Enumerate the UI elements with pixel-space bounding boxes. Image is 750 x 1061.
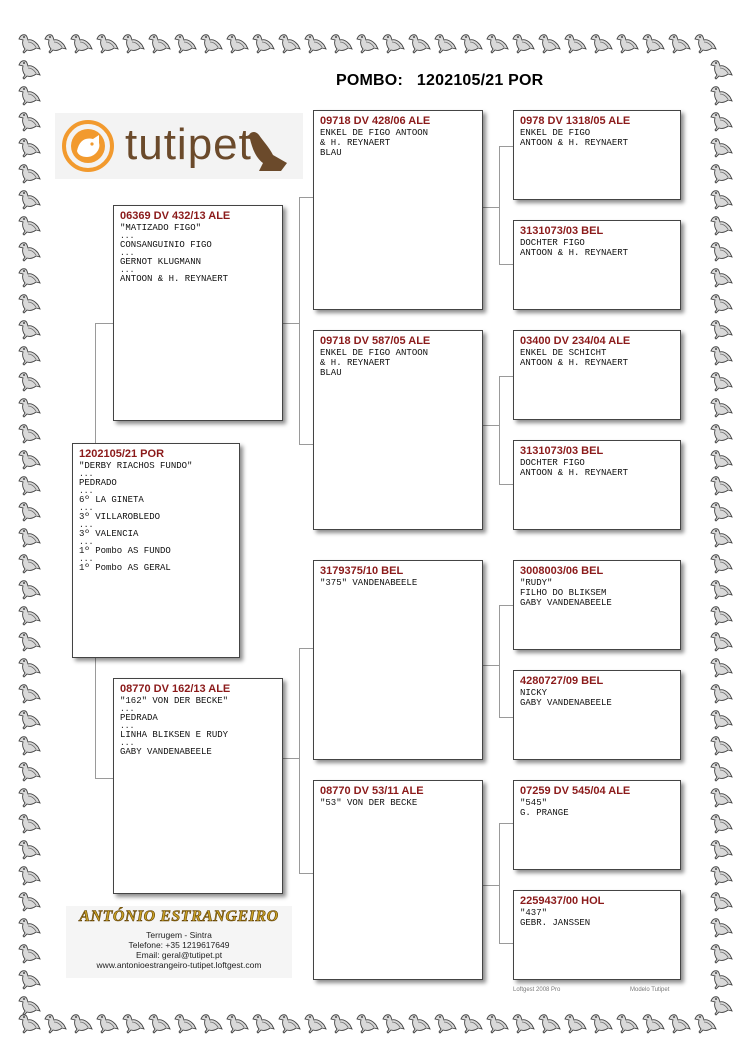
separator-dots: ...: [79, 521, 94, 530]
ring-number: 3008003/06 BEL: [520, 565, 604, 577]
pigeon-icon: [16, 446, 42, 472]
separator-dots: ...: [79, 487, 94, 496]
card-line: 3º VALENCIA: [79, 529, 139, 539]
pigeon-icon: [432, 1010, 458, 1036]
pigeon-icon: [536, 30, 562, 56]
pigeon-icon: [708, 680, 734, 706]
breeder-website[interactable]: www.antonioestrangeiro-tutipet.loftgest.com: [96, 960, 262, 970]
pigeon-icon: [708, 758, 734, 784]
pigeon-icon: [16, 992, 42, 1018]
pigeon-icon: [406, 1010, 432, 1036]
pigeon-icon: [16, 914, 42, 940]
great-grandparent-card[interactable]: [513, 890, 681, 980]
pigeon-icon: [16, 576, 42, 602]
page-title-label: POMBO:: [336, 72, 403, 89]
ring-number: 07259 DV 545/04 ALE: [520, 785, 631, 797]
card-line: BLAU: [320, 148, 342, 158]
pigeon-border-top: [16, 30, 718, 56]
pigeon-icon: [328, 1010, 354, 1036]
pigeon-icon: [328, 30, 354, 56]
pigeon-icon: [708, 654, 734, 680]
pigeon-icon: [640, 1010, 666, 1036]
breeder-phone: Telefone: +35 1219617649: [128, 940, 230, 950]
pigeon-icon: [16, 732, 42, 758]
pigeon-icon: [16, 862, 42, 888]
card-line: ANTOON & H. REYNAERT: [520, 248, 629, 258]
card-line: GABY VANDENABEELE: [520, 598, 612, 608]
pigeon-icon: [42, 30, 68, 56]
card-line: LINHA BLIKSEN E RUDY: [120, 730, 229, 740]
ring-number: 09718 DV 587/05 ALE: [320, 335, 431, 347]
pigeon-icon: [614, 1010, 640, 1036]
breeder-contact: [66, 906, 292, 978]
card-line: FILHO DO BLIKSEM: [520, 588, 607, 598]
card-line: DOCHTER FIGO: [520, 238, 585, 248]
ring-number: 03400 DV 234/04 ALE: [520, 335, 631, 347]
separator-dots: ...: [120, 739, 135, 748]
ring-number: 08770 DV 53/11 ALE: [320, 785, 424, 797]
pigeon-icon: [614, 30, 640, 56]
pigeon-icon: [16, 966, 42, 992]
card-line: "DERBY RIACHOS FUNDO": [79, 461, 193, 471]
ring-number: 3131073/03 BEL: [520, 445, 604, 457]
pigeon-icon: [16, 550, 42, 576]
separator-dots: ...: [120, 232, 135, 241]
pigeon-icon: [708, 992, 734, 1018]
separator-dots: ...: [79, 538, 94, 547]
pigeon-icon: [708, 524, 734, 550]
pigeon-icon: [708, 56, 734, 82]
pigeon-icon: [16, 680, 42, 706]
pigeon-icon: [16, 758, 42, 784]
pigeon-icon: [484, 1010, 510, 1036]
card-line: BLAU: [320, 368, 342, 378]
card-line: 6º LA GINETA: [79, 495, 144, 505]
pigeon-icon: [16, 212, 42, 238]
pigeon-icon: [666, 1010, 692, 1036]
great-grandparent-card[interactable]: [513, 220, 681, 310]
card-line: GABY VANDENABEELE: [120, 747, 212, 757]
pigeon-icon: [250, 1010, 276, 1036]
pigeon-icon: [406, 30, 432, 56]
card-line: ENKEL DE SCHICHT: [520, 348, 607, 358]
great-grandparent-card[interactable]: [513, 670, 681, 760]
subject-pigeon-card[interactable]: [72, 443, 240, 658]
sire-card[interactable]: [113, 205, 283, 421]
pigeon-icon: [16, 498, 42, 524]
pigeon-icon: [708, 368, 734, 394]
card-line: ANTOON & H. REYNAERT: [520, 138, 629, 148]
pigeon-icon: [708, 420, 734, 446]
pigeon-icon: [708, 446, 734, 472]
pigeon-icon: [172, 1010, 198, 1036]
card-line: PEDRADA: [120, 713, 158, 723]
footer-software: Loftgest 2008 Pro: [513, 987, 561, 993]
card-line: "437": [520, 908, 548, 918]
pigeon-icon: [692, 30, 718, 56]
pigeon-icon: [562, 1010, 588, 1036]
page-title: [336, 72, 543, 90]
pigeon-icon: [16, 940, 42, 966]
card-line: ANTOON & H. REYNAERT: [120, 274, 229, 284]
grandparent-sire-sire-card[interactable]: [313, 110, 483, 310]
card-line: 1º Pombo AS FUNDO: [79, 546, 171, 556]
footer-model: Modelo Tutipet: [630, 987, 670, 993]
grandparent-dam-dam-card[interactable]: [313, 780, 483, 980]
pigeon-icon: [120, 1010, 146, 1036]
pigeon-icon: [68, 1010, 94, 1036]
pigeon-icon: [276, 1010, 302, 1036]
pigeon-icon: [708, 836, 734, 862]
pigeon-icon: [708, 290, 734, 316]
great-grandparent-card[interactable]: [513, 440, 681, 530]
pigeon-icon: [354, 1010, 380, 1036]
pigeon-icon: [708, 82, 734, 108]
pigeon-icon: [16, 108, 42, 134]
pigeon-icon: [16, 316, 42, 342]
pigeon-border-bottom: [16, 1010, 718, 1036]
pigeon-icon: [16, 602, 42, 628]
pigeon-icon: [68, 30, 94, 56]
pigeon-icon: [708, 160, 734, 186]
pigeon-icon: [708, 784, 734, 810]
pigeon-icon: [302, 1010, 328, 1036]
pigeon-icon: [16, 30, 42, 56]
pigeon-icon: [708, 550, 734, 576]
separator-dots: ...: [120, 722, 135, 731]
ring-number: 0978 DV 1318/05 ALE: [520, 115, 631, 127]
card-line: "MATIZADO FIGO": [120, 223, 202, 233]
pigeon-icon: [146, 30, 172, 56]
pigeon-icon: [708, 342, 734, 368]
pigeon-icon: [380, 30, 406, 56]
pigeon-icon: [708, 238, 734, 264]
card-line: & H. REYNAERT: [320, 358, 391, 368]
pigeon-icon: [16, 628, 42, 654]
pigeon-icon: [16, 82, 42, 108]
pigeon-icon: [640, 30, 666, 56]
pigeon-icon: [708, 394, 734, 420]
pigeon-icon: [708, 472, 734, 498]
pigeon-icon: [510, 30, 536, 56]
pigeon-icon: [708, 498, 734, 524]
ring-number: 1202105/21 POR: [79, 448, 165, 460]
pigeon-icon: [708, 862, 734, 888]
pigeon-icon: [16, 706, 42, 732]
pigeon-icon: [16, 290, 42, 316]
pigeon-icon: [16, 238, 42, 264]
separator-dots: ...: [120, 705, 135, 714]
pigeon-icon: [224, 30, 250, 56]
separator-dots: ...: [120, 266, 135, 275]
grandparent-dam-sire-card[interactable]: [313, 560, 483, 760]
pigeon-icon: [708, 264, 734, 290]
great-grandparent-card[interactable]: [513, 330, 681, 420]
card-line: & H. REYNAERT: [320, 138, 391, 148]
pigeon-icon: [588, 1010, 614, 1036]
pigeon-icon: [16, 472, 42, 498]
pigeon-icon: [16, 186, 42, 212]
breeder-email[interactable]: Email: geral@tutipet.pt: [135, 950, 223, 960]
pigeon-icon: [708, 914, 734, 940]
card-line: PEDRADO: [79, 478, 117, 488]
ring-number: 3131073/03 BEL: [520, 225, 604, 237]
tutipet-logo: [55, 113, 303, 179]
pigeon-icon: [146, 1010, 172, 1036]
great-grandparent-card[interactable]: [513, 780, 681, 870]
pigeon-icon: [536, 1010, 562, 1036]
pigeon-icon: [16, 888, 42, 914]
grandparent-sire-dam-card[interactable]: [313, 330, 483, 530]
great-grandparent-card[interactable]: [513, 560, 681, 650]
ring-number: 09718 DV 428/06 ALE: [320, 115, 431, 127]
separator-dots: ...: [79, 470, 94, 479]
card-line: ANTOON & H. REYNAERT: [520, 468, 629, 478]
pigeon-icon: [16, 810, 42, 836]
card-line: "545": [520, 798, 548, 808]
pigeon-icon: [16, 420, 42, 446]
pigeon-icon: [120, 30, 146, 56]
pigeon-icon: [198, 30, 224, 56]
separator-dots: ...: [79, 555, 94, 564]
pigeon-icon: [224, 1010, 250, 1036]
card-line: 3º VILLAROBLEDO: [79, 512, 161, 522]
pigeon-icon: [16, 784, 42, 810]
pigeon-icon: [42, 1010, 68, 1036]
pigeon-icon: [562, 30, 588, 56]
pigeon-icon: [16, 56, 42, 82]
pigeon-icon: [708, 940, 734, 966]
pigeon-icon: [250, 30, 276, 56]
pigeon-border-left: [16, 56, 42, 1018]
pigeon-icon: [708, 576, 734, 602]
pigeon-icon: [94, 1010, 120, 1036]
pigeon-icon: [708, 186, 734, 212]
pigeon-icon: [666, 30, 692, 56]
card-line: "162" VON DER BECKE": [120, 696, 229, 706]
pigeon-icon: [458, 30, 484, 56]
page-title-ring: 1202105/21 POR: [416, 72, 544, 89]
pigeon-icon: [708, 888, 734, 914]
pigeon-icon: [708, 108, 734, 134]
card-line: "RUDY": [520, 578, 553, 588]
card-line: ENKEL DE FIGO ANTOON: [320, 128, 429, 138]
ring-number: 06369 DV 432/13 ALE: [120, 210, 231, 222]
pigeon-icon: [510, 1010, 536, 1036]
card-line: DOCHTER FIGO: [520, 458, 585, 468]
card-line: ENKEL DE FIGO: [520, 128, 591, 138]
pigeon-icon: [16, 264, 42, 290]
pigeon-icon: [198, 1010, 224, 1036]
card-line: G. PRANGE: [520, 808, 569, 818]
ring-number: 2259437/00 HOL: [520, 895, 605, 907]
breeder-name: ANTÓNIO ESTRANGEIRO: [79, 908, 279, 925]
pigeon-icon: [16, 836, 42, 862]
card-line: ANTOON & H. REYNAERT: [520, 358, 629, 368]
card-line: 1º Pombo AS GERAL: [79, 563, 171, 573]
pigeon-icon: [588, 30, 614, 56]
separator-dots: ...: [120, 249, 135, 258]
pigeon-border-right: [708, 56, 734, 1018]
card-line: "375" VANDENABEELE: [320, 578, 418, 588]
logo-brand: tutipet: [125, 120, 252, 169]
dam-card[interactable]: [113, 678, 283, 894]
pigeon-icon: [16, 342, 42, 368]
pigeon-icon: [172, 30, 198, 56]
breeder-location: Terrugem - Sintra: [146, 930, 212, 940]
card-line: GEBR. JANSSEN: [520, 918, 591, 928]
card-line: CONSANGUINIO FIGO: [120, 240, 212, 250]
pigeon-icon: [708, 134, 734, 160]
separator-dots: ...: [79, 504, 94, 513]
card-line: GABY VANDENABEELE: [520, 698, 612, 708]
card-line: GERNOT KLUGMANN: [120, 257, 202, 267]
pigeon-icon: [16, 524, 42, 550]
pigeon-icon: [16, 654, 42, 680]
pigeon-icon: [380, 1010, 406, 1036]
pigeon-icon: [16, 160, 42, 186]
pigeon-icon: [708, 810, 734, 836]
card-line: "53" VON DER BECKE: [320, 798, 418, 808]
card-line: NICKY: [520, 688, 548, 698]
ring-number: 08770 DV 162/13 ALE: [120, 683, 231, 695]
pigeon-icon: [708, 732, 734, 758]
pigeon-icon: [484, 30, 510, 56]
pigeon-icon: [16, 134, 42, 160]
pigeon-icon: [432, 30, 458, 56]
pigeon-icon: [276, 30, 302, 56]
great-grandparent-card[interactable]: [513, 110, 681, 200]
pigeon-icon: [708, 628, 734, 654]
ring-number: 3179375/10 BEL: [320, 565, 404, 577]
pigeon-icon: [708, 602, 734, 628]
pigeon-icon: [708, 316, 734, 342]
pigeon-icon: [458, 1010, 484, 1036]
pigeon-icon: [708, 966, 734, 992]
pigeon-icon: [94, 30, 120, 56]
pigeon-icon: [354, 30, 380, 56]
pigeon-icon: [16, 368, 42, 394]
card-line: ENKEL DE FIGO ANTOON: [320, 348, 429, 358]
pigeon-icon: [16, 394, 42, 420]
ring-number: 4280727/09 BEL: [520, 675, 604, 687]
pigeon-icon: [708, 706, 734, 732]
pigeon-icon: [302, 30, 328, 56]
pigeon-icon: [708, 212, 734, 238]
